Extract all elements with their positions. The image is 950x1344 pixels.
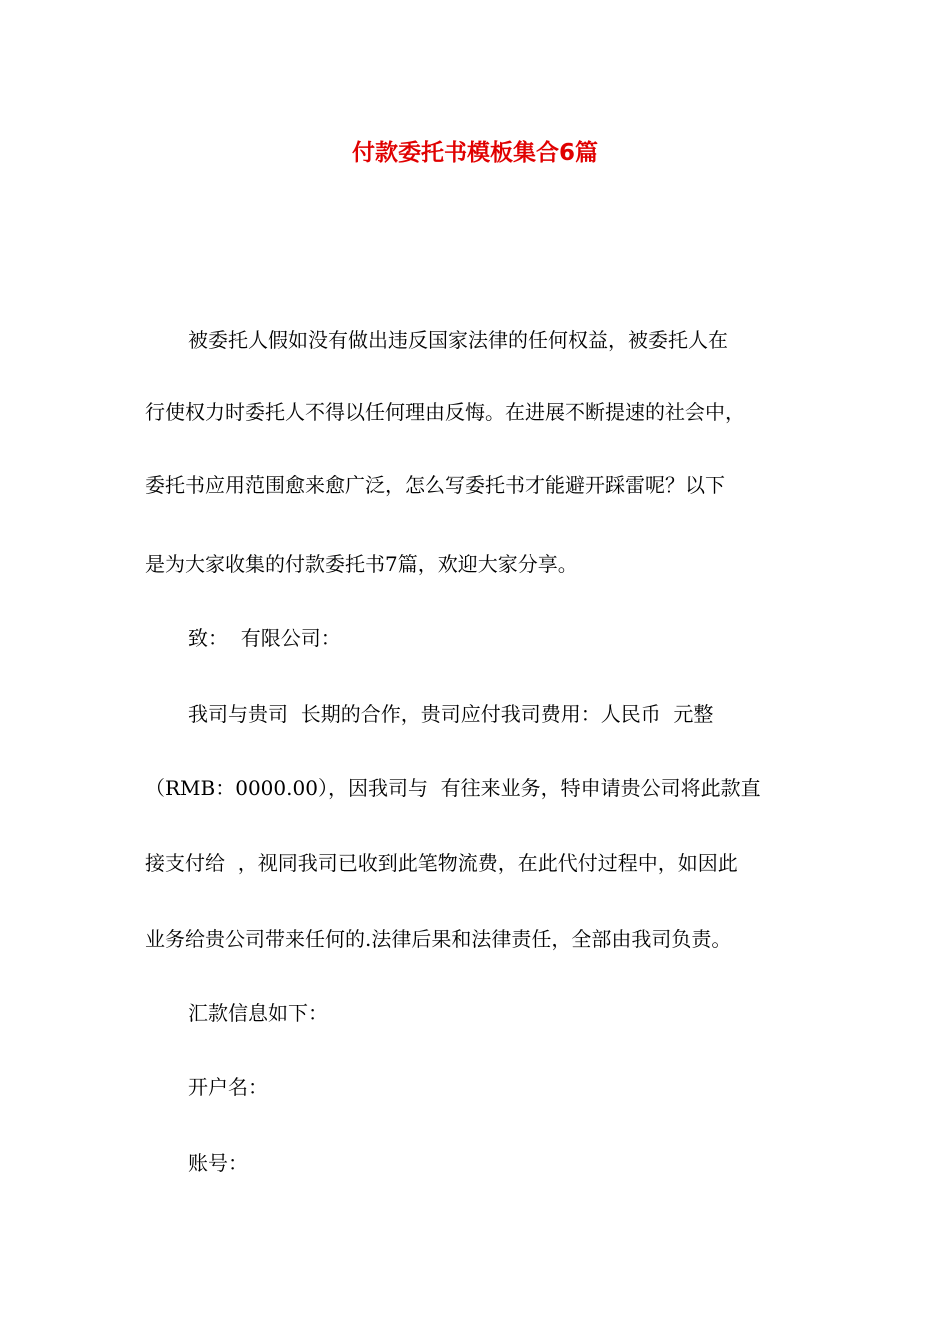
- body-paragraph-line-4: 业务给贵公司带来任何的.法律后果和法律责任，全部由我司负责。: [145, 927, 732, 951]
- account-name-label: 开户名：: [188, 1075, 268, 1099]
- intro-paragraph-line-4: 是为大家收集的付款委托书7篇，欢迎大家分享。: [145, 552, 578, 576]
- body-paragraph-line-1: 我司与贵司 长期的合作，贵司应付我司费用：人民币 元整: [188, 702, 714, 726]
- account-number-label: 账号：: [188, 1151, 248, 1175]
- addressee-line: 致： 有限公司：: [188, 626, 341, 650]
- body-paragraph-line-2: （RMB：0000.00），因我司与 有往来业务，特申请贵公司将此款直: [145, 776, 761, 800]
- body-paragraph-line-3: 接支付给 ，视同我司已收到此笔物流费，在此代付过程中，如因此: [145, 851, 738, 875]
- intro-paragraph-line-2: 行使权力时委托人不得以任何理由反悔。在进展不断提速的社会中，: [145, 400, 745, 424]
- intro-paragraph-line-3: 委托书应用范围愈来愈广泛，怎么写委托书才能避开踩雷呢？以下: [145, 473, 725, 497]
- remittance-info-heading: 汇款信息如下：: [188, 1001, 328, 1025]
- document-title: 付款委托书模板集合6篇: [351, 140, 598, 166]
- intro-paragraph-line-1: 被委托人假如没有做出违反国家法律的任何权益，被委托人在: [188, 328, 728, 352]
